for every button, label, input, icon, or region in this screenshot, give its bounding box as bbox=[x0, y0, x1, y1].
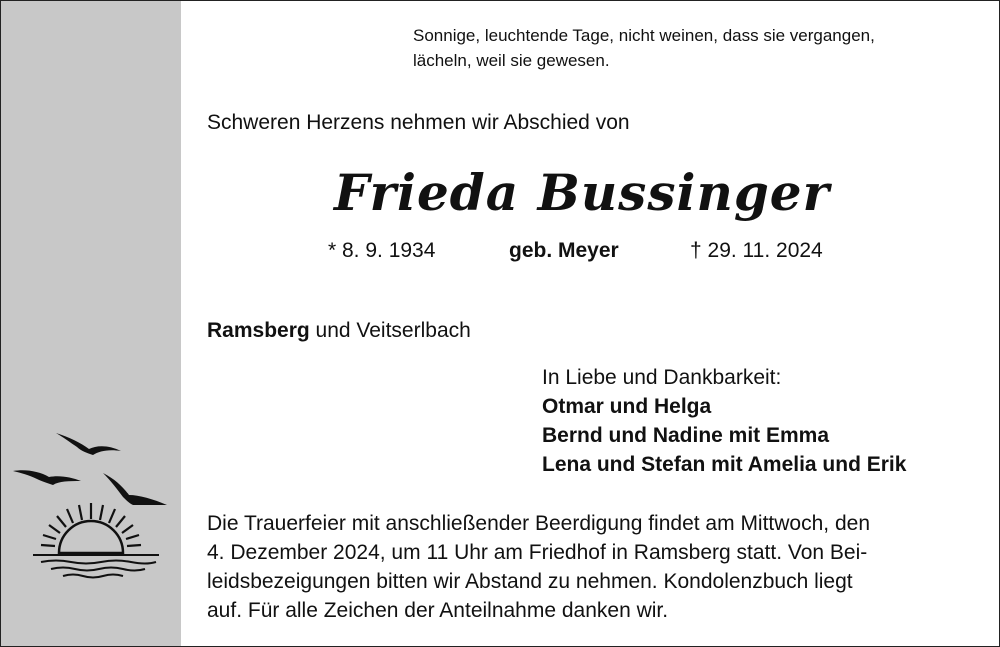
funeral-details bbox=[207, 509, 965, 625]
quote-line: lächeln, weil sie gewesen. bbox=[413, 51, 610, 70]
residence-rest: und Veitserlbach bbox=[309, 319, 471, 342]
mourner-family: Bernd und Nadine mit Emma bbox=[542, 424, 830, 447]
mourner-family: Lena und Stefan mit Amelia und Erik bbox=[542, 453, 907, 476]
deceased-name: Frieda Bussinger bbox=[334, 163, 830, 222]
mourners-heading: In Liebe und Dankbarkeit: bbox=[542, 366, 782, 389]
death-date: † 29. 11. 2024 bbox=[690, 239, 823, 262]
side-panel bbox=[1, 1, 181, 646]
maiden-name: geb. Meyer bbox=[509, 239, 619, 262]
funeral-line: Die Trauerfeier mit anschließender Beerdigung findet am Mittwoch, den bbox=[207, 512, 870, 535]
residence-place: Ramsberg bbox=[207, 319, 310, 342]
mourners-block bbox=[542, 363, 906, 479]
memorial-quote bbox=[413, 23, 983, 73]
mourner-family: Otmar und Helga bbox=[542, 395, 712, 418]
quote-line: Sonnige, leuchtende Tage, nicht weinen, dass sie vergangen, bbox=[413, 26, 875, 45]
seagulls-sunset-icon bbox=[11, 421, 176, 586]
residence bbox=[207, 319, 471, 343]
farewell-intro: Schweren Herzens nehmen wir Abschied von bbox=[207, 111, 630, 134]
funeral-line: 4. Dezember 2024, um 11 Uhr am Friedhof in Ramsberg statt. Von Bei- bbox=[207, 541, 868, 564]
funeral-line: auf. Für alle Zeichen der Anteilnahme danken wir. bbox=[207, 599, 669, 622]
funeral-line: leidsbezeigungen bitten wir Abstand zu nehmen. Kondolenzbuch liegt bbox=[207, 570, 853, 593]
birth-date: * 8. 9. 1934 bbox=[328, 239, 436, 262]
